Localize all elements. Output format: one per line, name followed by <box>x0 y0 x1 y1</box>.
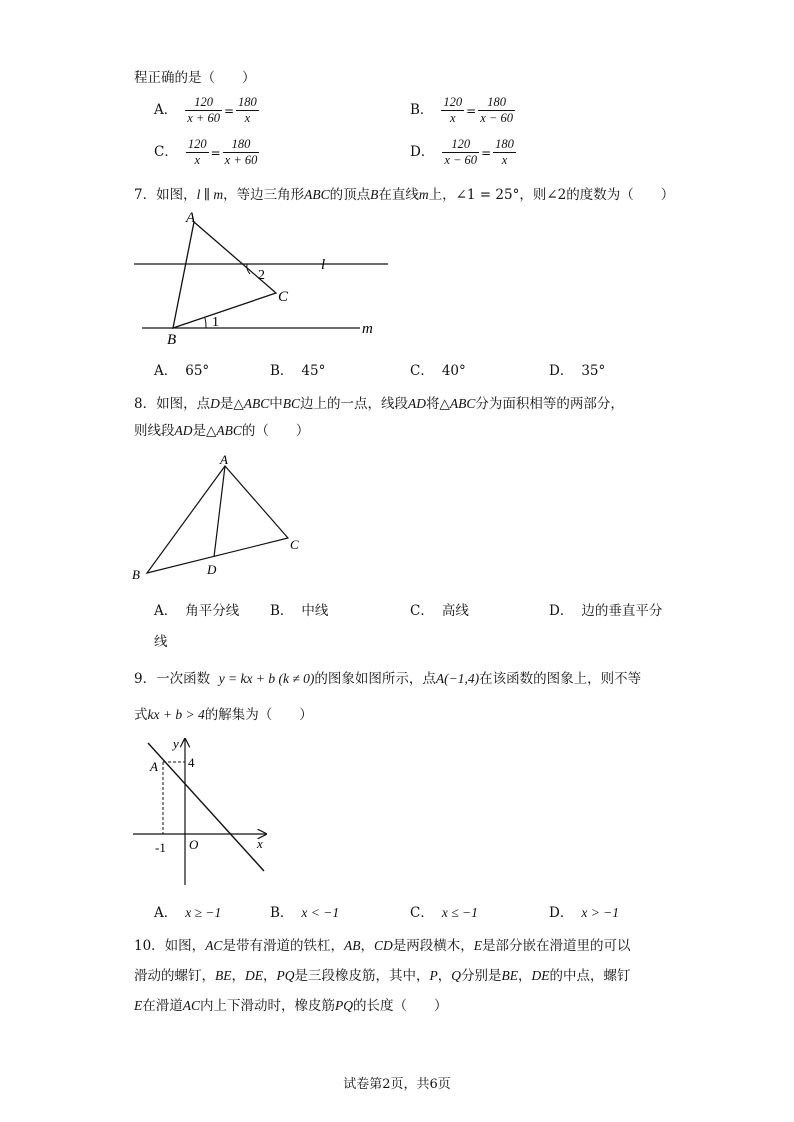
label-angle-1: 1 <box>212 315 219 330</box>
label-a: A <box>220 452 228 467</box>
label-a: A <box>150 759 158 774</box>
fraction: $\frac{180}{x}$ <box>238 95 257 125</box>
q8-stem-line1: 8．如图，点D是△ABC中BC边上的一点，线段AD将△ABC分为面积相等的两部分， <box>134 396 624 412</box>
q9-stem-line1: 9．一次函数 y = kx + b (k ≠ 0)的图象如图所示，点A(−1,4)在该函数的图象上，则不等 <box>134 671 642 687</box>
label-angle-2: 2 <box>258 268 265 283</box>
q6-stem-tail: 程正确的是（ ） <box>134 70 256 86</box>
q9-option-b[interactable]: B． x < −1 <box>270 905 340 921</box>
q10-stem-line2: 滑动的螺钉，BE，DE，PQ是三段橡皮筋，其中，P，Q分别是BE，DE的中点，螺钉 <box>134 968 631 984</box>
q8-option-a[interactable]: A． 角平分线 <box>154 603 240 619</box>
page-footer: 试卷第2页，共6页 <box>343 1077 451 1092</box>
label-c: C <box>290 537 299 552</box>
label-o: O <box>189 837 199 852</box>
label-y: y <box>173 736 179 751</box>
q7-option-b[interactable]: B． 45° <box>270 363 326 379</box>
q6-option-d[interactable]: D． $\frac{120}{x - 60}$ = $\frac{180}{x}$ <box>410 137 514 167</box>
fraction: $\frac{180}{x}$ <box>495 137 514 167</box>
q8-option-b[interactable]: B． 中线 <box>270 603 329 619</box>
fraction: $\frac{180}{x + 60}$ <box>224 137 258 167</box>
q9-option-a[interactable]: A． x ≥ −1 <box>154 905 222 921</box>
label-b: B <box>167 332 177 348</box>
q7-option-a[interactable]: A． 65° <box>154 363 210 379</box>
q6-option-b[interactable]: B． $\frac{120}{x}$ = $\frac{180}{x - 60}$ <box>410 95 513 125</box>
label-neg1: -1 <box>155 840 166 855</box>
fraction: $\frac{120}{x}$ <box>443 95 463 125</box>
q9-option-d[interactable]: D． x > −1 <box>549 905 620 921</box>
q6-option-a[interactable]: A． $\frac{120}{x + 60}$ = $\frac{180}{x}$ <box>154 95 257 125</box>
label-m: m <box>362 321 373 337</box>
label-four: 4 <box>188 755 195 770</box>
q10-stem-line1: 10．如图，AC是带有滑道的铁杠，AB，CD是两段横木，E是部分嵌在滑道里的可以 <box>134 938 631 954</box>
q7-option-d[interactable]: D． 35° <box>549 363 606 379</box>
q8-figure <box>128 450 318 585</box>
q8-option-wrap: 线 <box>154 634 168 650</box>
label-a: A <box>186 210 196 226</box>
q6-option-c[interactable]: C． $\frac{120}{x}$ = $\frac{180}{x + 60}$ <box>154 137 258 167</box>
fraction: $\frac{120}{x - 60}$ <box>444 137 478 167</box>
q8-stem-line2: 则线段AD是△ABC的（ ） <box>134 423 310 439</box>
fraction: $\frac{120}{x}$ <box>187 137 207 167</box>
q9-option-c[interactable]: C． x ≤ −1 <box>410 905 478 921</box>
fraction: $\frac{120}{x + 60}$ <box>187 95 220 125</box>
label-b: B <box>132 567 140 582</box>
q7-stem: 7．如图，l ∥ m，等边三角形ABC的顶点B在直线m上，∠1 = 25°，则∠2的度数为（ ） <box>134 187 675 203</box>
q8-option-d[interactable]: D． 边的垂直平分 <box>549 603 663 619</box>
q7-option-c[interactable]: C． 40° <box>410 363 466 379</box>
q8-option-c[interactable]: C． 高线 <box>410 603 469 619</box>
label-d: D <box>207 562 217 577</box>
label-l: l <box>321 257 326 273</box>
angle-1-arc <box>205 318 206 328</box>
triangle-abc <box>147 466 288 573</box>
q7-figure <box>128 205 388 350</box>
q10-stem-line3: E在滑道AC内上下滑动时，橡皮筋PQ的长度（ ） <box>134 998 448 1014</box>
fraction: $\frac{180}{x - 60}$ <box>480 95 513 125</box>
label-c: C <box>278 289 289 305</box>
q9-stem-line2: 式kx + b > 4的解集为（ ） <box>134 707 313 723</box>
label-x: x <box>257 836 263 851</box>
q9-figure <box>128 733 278 891</box>
